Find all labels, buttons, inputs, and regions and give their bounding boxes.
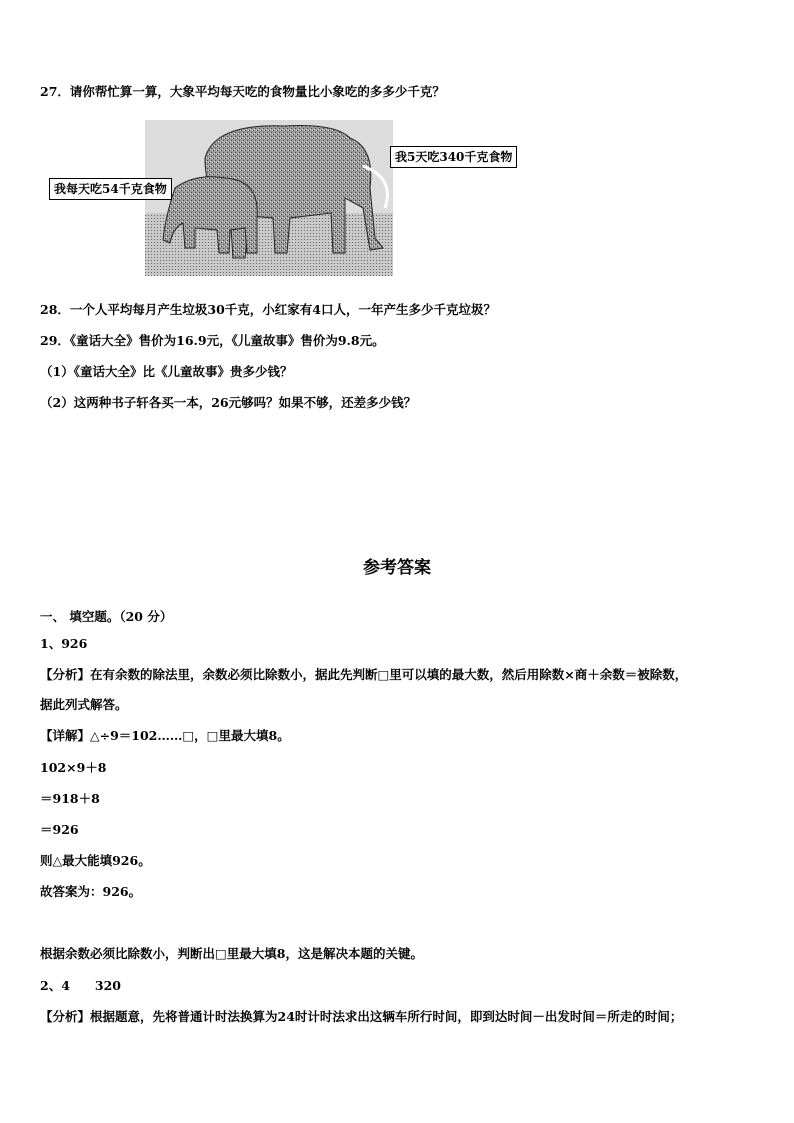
large-elephant-bubble-text: 我5天吃340千克食物 (395, 150, 513, 164)
answers-title: 参考答案 (363, 558, 431, 578)
answer-2-head: 2、4 320 (40, 978, 121, 993)
large-elephant-speech-bubble (390, 146, 517, 168)
answer-1-analysis-line-2: 据此列式解答。 (40, 697, 128, 712)
answer-2-analysis: 【分析】根据题意，先将普通计时法换算为24时计时法求出这辆车所行时间，即到达时间－出发时间＝所走的时间； (40, 1009, 683, 1024)
answer-1-note: 根据余数必须比除数小，判断出□里最大填8，这是解决本题的关键。 (40, 946, 424, 961)
question-29-part-1: （1）《童话大全》比《儿童故事》贵多少钱？ (40, 364, 293, 379)
question-29-part-2: （2）这两种书子轩各买一本，26元够吗？如果不够，还差多少钱？ (40, 395, 417, 410)
answer-1-detail: 【详解】△÷9＝102……□，□里最大填8。 (40, 728, 290, 743)
answer-1-calc-3: ＝926 (40, 822, 79, 837)
section-heading: 一、 填空题。（20 分） (40, 609, 173, 624)
small-elephant-speech-bubble (49, 178, 172, 200)
answer-1-head: 1、926 (40, 636, 88, 651)
small-elephant-bubble-text: 我每天吃54千克食物 (54, 182, 167, 196)
answer-1-calc-1: 102×9＋8 (40, 760, 107, 775)
elephant-illustration (45, 118, 513, 278)
answer-1-calc-2: ＝918＋8 (40, 791, 100, 806)
question-29: 29．《童话大全》售价为16.9元，《儿童故事》售价为9.8元。 (40, 333, 385, 348)
answer-1-final: 故答案为：926。 (40, 884, 142, 899)
question-27: 27．请你帮忙算一算，大象平均每天吃的食物量比小象吃的多多少千克？ (40, 84, 445, 99)
answer-1-analysis-line-1: 【分析】在有余数的除法里，余数必须比除数小，据此先判断□里可以填的最大数，然后用除数×商＋余数＝被除数， (40, 667, 688, 682)
answer-1-then: 则△最大能填926。 (40, 853, 151, 868)
question-28: 28．一个人平均每月产生垃圾30千克，小红家有4口人，一年产生多少千克垃圾？ (40, 302, 496, 317)
